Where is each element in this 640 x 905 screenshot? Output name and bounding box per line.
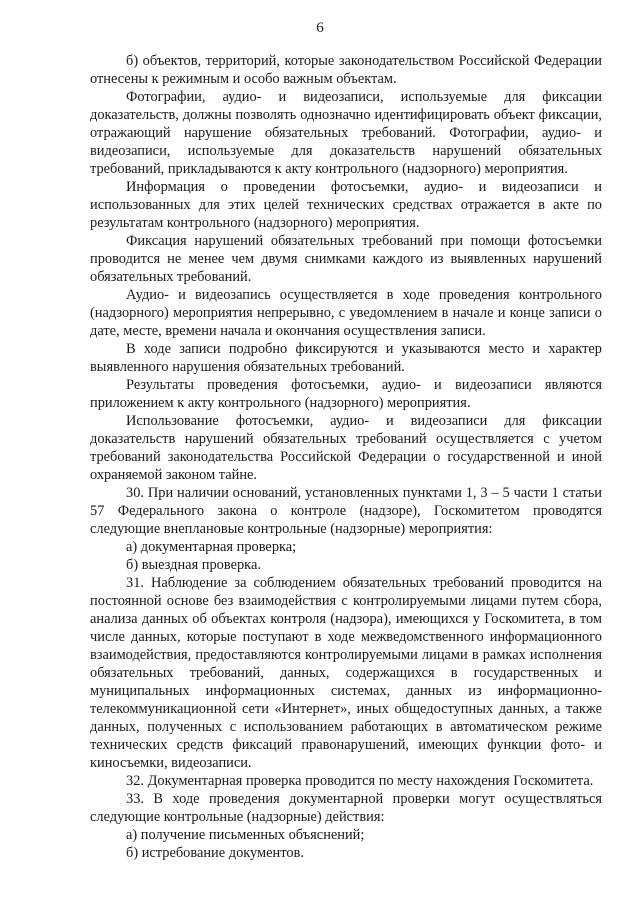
- paragraph: 30. При наличии оснований, установленных пунктами 1, 3 – 5 части 1 статьи 57 Федерального закона о контроле (надзоре), Госкомитетом проводятся следующие внеплановые контрольные (надзорные) мероприятия:: [90, 485, 602, 537]
- document-body: [90, 52, 602, 862]
- paragraph: 32. Документарная проверка проводится по месту нахождения Госкомитета.: [126, 773, 594, 789]
- paragraph: Фотографии, аудио- и видеозаписи, используемые для фиксации доказательств, должны позволять однозначно идентифицировать объект фиксации, отражающий нарушение обязательных требований. Фотографии, аудио- и видеозаписи, используемые для доказательств нарушений обязательных требований, прикладываются к акту контрольного (надзорного) мероприятия.: [90, 89, 602, 177]
- paragraph: Аудио- и видеозапись осуществляется в ходе проведения контрольного (надзорного) мероприятия непрерывно, с уведомлением в начале и конце записи о дате, месте, времени начала и окончания осуществления записи.: [90, 287, 602, 339]
- paragraph: 33. В ходе проведения документарной проверки могут осуществляться следующие контрольные (надзорные) действия:: [90, 791, 602, 825]
- page-number: 6: [316, 20, 324, 36]
- paragraph: 31. Наблюдение за соблюдением обязательных требований проводится на постоянной основе без взаимодействия с контролируемыми лицами путем сбора, анализа данных об объектах контроля (надзора), имеющихся у Госкомитета, в том числе данных, которые поступают в ходе межведомственного информационного взаимодействия, предоставляются контролируемыми лицами в рамках исполнения обязательных требований, данных, содержащихся в государственных и муниципальных информационных системах, данных из информационно-телекоммуникационной сети «Интернет», иных общедоступных данных, а также данных, полученных с использованием работающих в автоматическом режиме технических средств фиксаций правонарушений, имеющих функции фото- и киносъемки, видеозаписи.: [90, 575, 602, 771]
- paragraph: Фиксация нарушений обязательных требований при помощи фотосъемки проводится не менее чем двумя снимками каждого из выявленных нарушений обязательных требований.: [90, 233, 602, 285]
- list-item: б) выездная проверка.: [126, 557, 261, 573]
- paragraph: Использование фотосъемки, аудио- и видеозаписи для фиксации доказательств нарушений обязательных требований осуществляется с учетом требований законодательства Российской Федерации о государственной и иной охраняемой законом тайне.: [90, 413, 602, 483]
- paragraph: Информация о проведении фотосъемки, аудио- и видеозаписи и использованных для этих целей технических средствах отражается в акте по результатам контрольного (надзорного) мероприятия.: [90, 179, 602, 231]
- paragraph: В ходе записи подробно фиксируются и указываются место и характер выявленного нарушения обязательных требований.: [90, 341, 602, 375]
- paragraph: Результаты проведения фотосъемки, аудио- и видеозаписи являются приложением к акту контрольного (надзорного) мероприятия.: [90, 377, 602, 411]
- list-item: б) истребование документов.: [126, 845, 304, 861]
- paragraph: б) объектов, территорий, которые законодательством Российской Федерации отнесены к режимным и особо важным объектам.: [90, 53, 602, 87]
- list-item: а) документарная проверка;: [126, 539, 297, 555]
- list-item: а) получение письменных объяснений;: [126, 827, 365, 843]
